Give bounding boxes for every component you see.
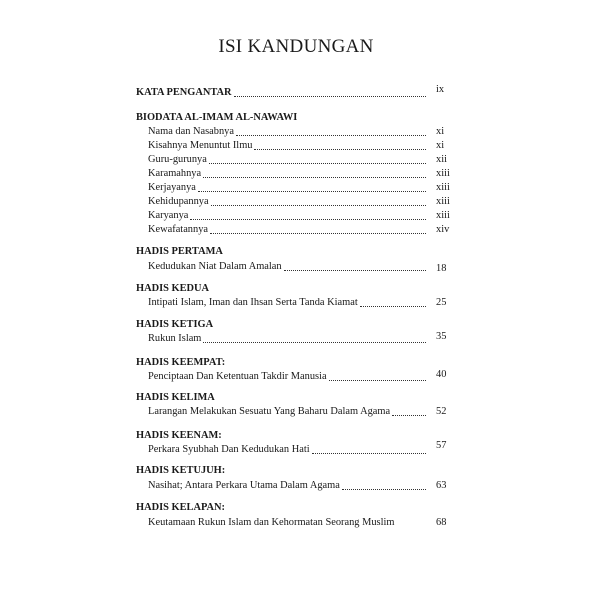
toc-entry bbox=[148, 260, 426, 274]
toc-entry-label: Nasihat; Antara Perkara Utama Dalam Agama bbox=[148, 480, 340, 491]
toc-entry bbox=[148, 405, 426, 419]
toc-entry bbox=[148, 139, 426, 153]
toc-entry-label: KATA PENGANTAR bbox=[136, 87, 232, 98]
toc-page-number: 25 bbox=[436, 297, 447, 308]
toc-entry bbox=[148, 167, 426, 181]
dot-leader bbox=[203, 341, 426, 343]
toc-page-number: 63 bbox=[436, 480, 447, 491]
toc-entry bbox=[148, 370, 426, 384]
toc-page-number: 40 bbox=[436, 369, 447, 380]
toc-entry-label: Guru-gurunya bbox=[148, 154, 207, 165]
toc-heading-hadis-keenam: HADIS KEENAM: bbox=[136, 430, 222, 441]
toc-entry bbox=[148, 332, 426, 346]
toc-page-number: xii bbox=[436, 154, 447, 165]
toc-page-number: xiv bbox=[436, 224, 450, 235]
toc-entry bbox=[148, 296, 426, 310]
toc-page-number: xi bbox=[436, 140, 445, 151]
toc-entry-label: Karamahnya bbox=[148, 168, 202, 179]
toc-page-number: ix bbox=[436, 84, 445, 95]
toc-page-number: 18 bbox=[436, 263, 447, 274]
dot-leader bbox=[342, 488, 426, 490]
toc-entry-label: Nama dan Nasabnya bbox=[148, 126, 234, 137]
toc-entry bbox=[148, 209, 426, 223]
toc-page-number: xiii bbox=[436, 168, 450, 179]
toc-entry-label: Rukun Islam bbox=[148, 333, 202, 344]
toc-heading-hadis-kedua: HADIS KEDUA bbox=[136, 283, 210, 294]
toc-page-number: xi bbox=[436, 126, 445, 137]
dot-leader bbox=[198, 190, 426, 192]
toc-entry-label: Kedudukan Niat Dalam Amalan bbox=[148, 261, 282, 272]
toc-heading-hadis-pertama: HADIS PERTAMA bbox=[136, 246, 223, 257]
dot-leader bbox=[210, 232, 426, 234]
toc-page-number: xiii bbox=[436, 182, 450, 193]
dot-leader bbox=[284, 269, 426, 271]
toc-heading-biodata: BIODATA AL-IMAM AL-NAWAWI bbox=[136, 112, 298, 123]
dot-leader bbox=[236, 134, 426, 136]
toc-page-number: xiii bbox=[436, 196, 450, 207]
toc-heading-hadis-ketiga: HADIS KETIGA bbox=[136, 319, 214, 330]
toc-entry-kata-pengantar bbox=[136, 86, 426, 100]
toc-heading-hadis-kelapan: HADIS KELAPAN: bbox=[136, 502, 225, 513]
toc-entry-label: Keutamaan Rukun Islam dan Kehormatan Seorang Muslim bbox=[148, 517, 395, 528]
page-title: ISI KANDUNGAN bbox=[218, 36, 374, 57]
toc-entry-label: Penciptaan Dan Ketentuan Takdir Manusia bbox=[148, 371, 327, 382]
toc-entry-label: Perkara Syubhah Dan Kedudukan Hati bbox=[148, 444, 310, 455]
dot-leader bbox=[392, 414, 426, 416]
toc-entry bbox=[148, 479, 426, 493]
toc-entry bbox=[148, 195, 426, 209]
toc-page-number: 68 bbox=[436, 517, 447, 528]
dot-leader bbox=[329, 379, 426, 381]
toc-entry bbox=[148, 443, 426, 457]
toc-entry-label: Larangan Melakukan Sesuatu Yang Baharu Dalam Agama bbox=[148, 406, 391, 417]
toc-entry bbox=[148, 153, 426, 167]
toc-entry-label: Karyanya bbox=[148, 210, 189, 221]
dot-leader bbox=[203, 176, 426, 178]
toc-entry-label: Kehidupannya bbox=[148, 196, 209, 207]
toc-heading-hadis-ketujuh: HADIS KETUJUH: bbox=[136, 465, 226, 476]
toc-entry bbox=[148, 181, 426, 195]
toc-entry-label: Intipati Islam, Iman dan Ihsan Serta Tanda Kiamat bbox=[148, 297, 358, 308]
dot-leader bbox=[360, 305, 426, 307]
dot-leader bbox=[190, 218, 426, 220]
toc-entry-label: Kewafatannya bbox=[148, 224, 208, 235]
toc-heading-hadis-kelima: HADIS KELIMA bbox=[136, 392, 215, 403]
toc-entry-label: Kisahnya Menuntut Ilmu bbox=[148, 140, 253, 151]
toc-entry-label: Kerjayanya bbox=[148, 182, 196, 193]
toc-page-number: 57 bbox=[436, 440, 447, 451]
dot-leader bbox=[211, 204, 426, 206]
toc-page-number: xiii bbox=[436, 210, 450, 221]
dot-leader bbox=[312, 452, 426, 454]
toc-entry bbox=[148, 516, 438, 530]
toc-page-number: 35 bbox=[436, 331, 447, 342]
toc-page-number: 52 bbox=[436, 406, 447, 417]
toc-heading-hadis-keempat: HADIS KEEMPAT: bbox=[136, 357, 226, 368]
dot-leader bbox=[234, 95, 426, 97]
dot-leader bbox=[254, 148, 426, 150]
dot-leader bbox=[209, 162, 426, 164]
toc-entry bbox=[148, 223, 426, 237]
toc-entry bbox=[148, 125, 426, 139]
